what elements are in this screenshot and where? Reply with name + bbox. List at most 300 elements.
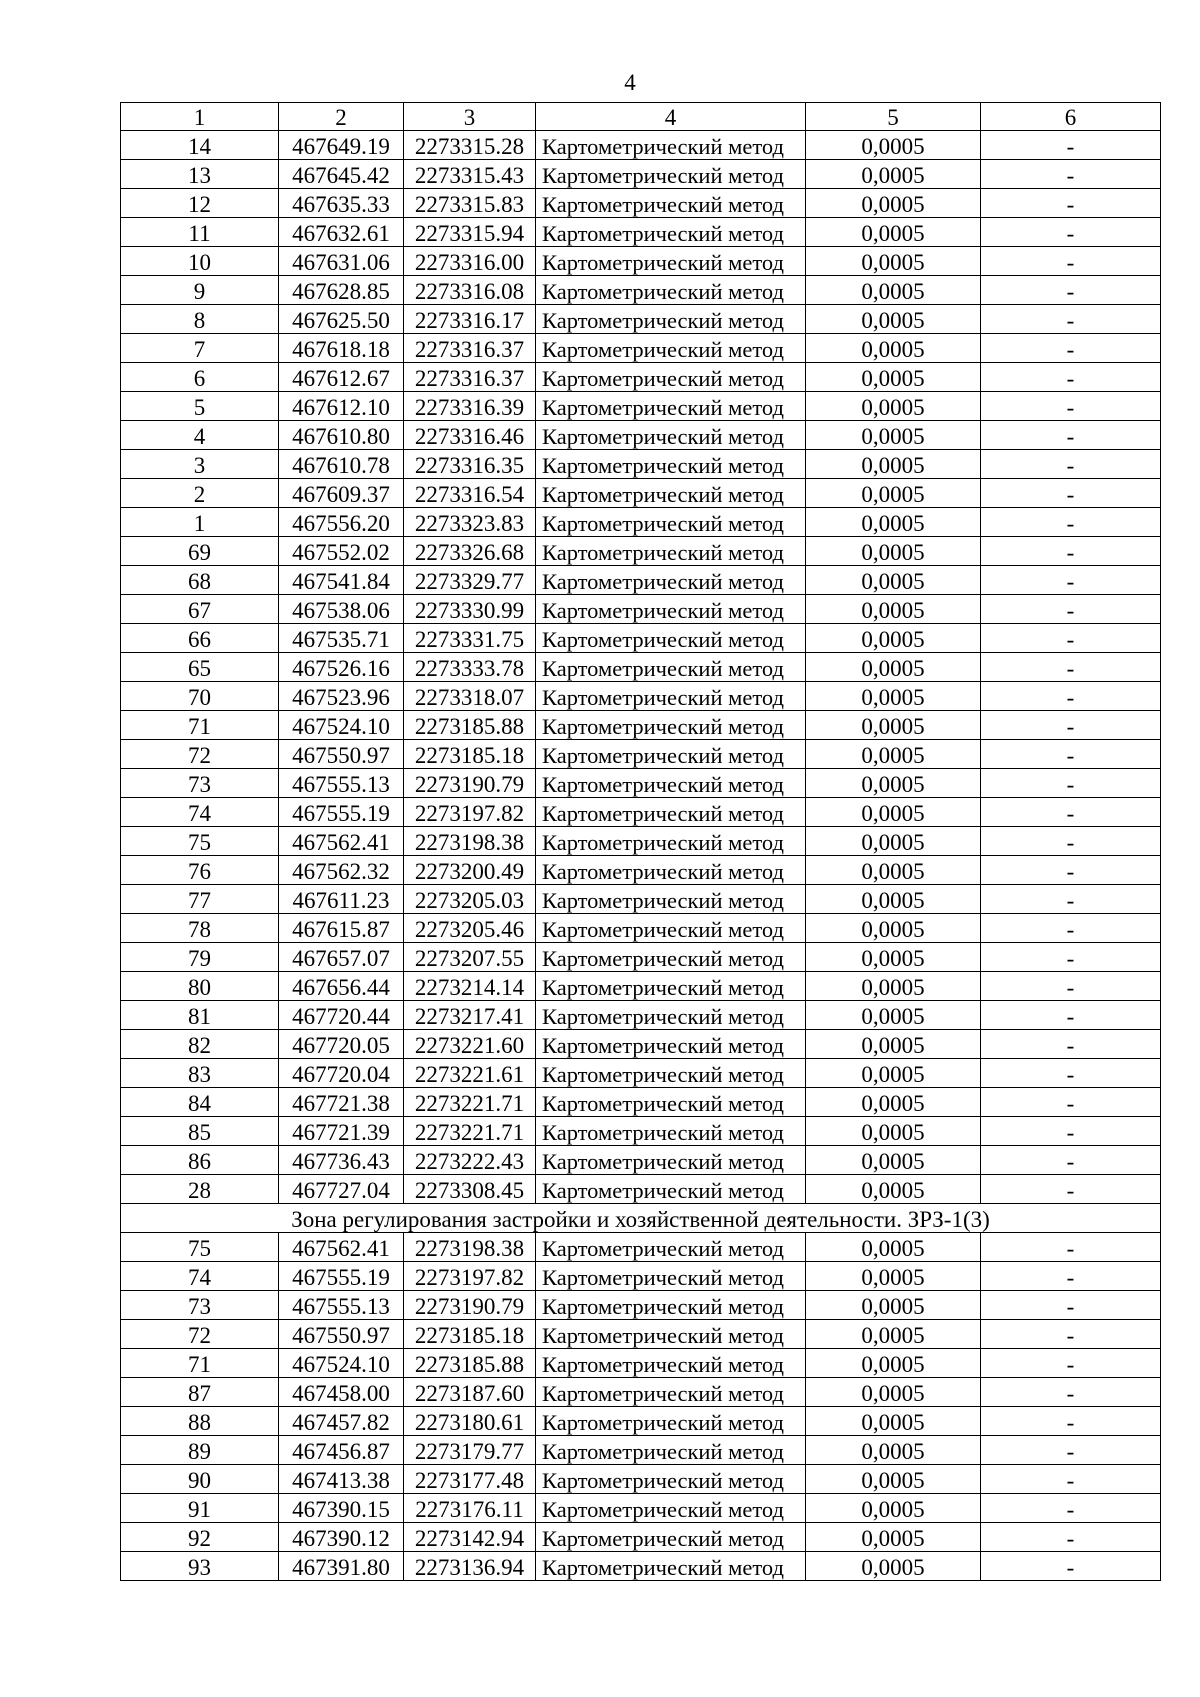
method-cell: Картометрический метод [536, 1320, 806, 1349]
point-number-cell: 87 [121, 1378, 279, 1407]
table-row [121, 189, 1161, 218]
table-row [121, 972, 1161, 1001]
accuracy-cell: 0,0005 [806, 1146, 981, 1175]
x-coordinate-cell: 467562.32 [279, 856, 404, 885]
accuracy-cell: 0,0005 [806, 1030, 981, 1059]
method-cell: Картометрический метод [536, 1552, 806, 1581]
x-coordinate-cell: 467625.50 [279, 305, 404, 334]
method-cell: Картометрический метод [536, 624, 806, 653]
method-cell: Картометрический метод [536, 682, 806, 711]
method-cell: Картометрический метод [536, 1465, 806, 1494]
method-cell: Картометрический метод [536, 189, 806, 218]
x-coordinate-cell: 467524.10 [279, 1349, 404, 1378]
point-number-cell: 9 [121, 276, 279, 305]
note-cell: - [981, 943, 1161, 972]
method-cell: Картометрический метод [536, 1001, 806, 1030]
x-coordinate-cell: 467413.38 [279, 1465, 404, 1494]
x-coordinate-cell: 467555.19 [279, 1262, 404, 1291]
table-row [121, 1552, 1161, 1581]
y-coordinate-cell: 2273316.54 [404, 479, 536, 508]
method-cell: Картометрический метод [536, 1494, 806, 1523]
accuracy-cell: 0,0005 [806, 972, 981, 1001]
x-coordinate-cell: 467721.38 [279, 1088, 404, 1117]
method-cell: Картометрический метод [536, 1059, 806, 1088]
method-cell: Картометрический метод [536, 769, 806, 798]
point-number-cell: 13 [121, 160, 279, 189]
note-cell: - [981, 160, 1161, 189]
accuracy-cell: 0,0005 [806, 682, 981, 711]
note-cell: - [981, 247, 1161, 276]
x-coordinate-cell: 467555.13 [279, 1291, 404, 1320]
point-number-cell: 90 [121, 1465, 279, 1494]
method-cell: Картометрический метод [536, 566, 806, 595]
accuracy-cell: 0,0005 [806, 1378, 981, 1407]
table-row [121, 1494, 1161, 1523]
note-cell: - [981, 1349, 1161, 1378]
accuracy-cell: 0,0005 [806, 537, 981, 566]
note-cell: - [981, 392, 1161, 421]
y-coordinate-cell: 2273326.68 [404, 537, 536, 566]
point-number-cell: 14 [121, 131, 279, 160]
y-coordinate-cell: 2273221.71 [404, 1117, 536, 1146]
note-cell: - [981, 1262, 1161, 1291]
method-cell: Картометрический метод [536, 740, 806, 769]
y-coordinate-cell: 2273214.14 [404, 972, 536, 1001]
note-cell: - [981, 1523, 1161, 1552]
x-coordinate-cell: 467523.96 [279, 682, 404, 711]
point-number-cell: 92 [121, 1523, 279, 1552]
method-cell: Картометрический метод [536, 1436, 806, 1465]
table-row [121, 363, 1161, 392]
note-cell: - [981, 566, 1161, 595]
table-row [121, 769, 1161, 798]
note-cell: - [981, 537, 1161, 566]
table-row [121, 682, 1161, 711]
method-cell: Картометрический метод [536, 305, 806, 334]
accuracy-cell: 0,0005 [806, 914, 981, 943]
table-row [121, 943, 1161, 972]
x-coordinate-cell: 467456.87 [279, 1436, 404, 1465]
point-number-cell: 28 [121, 1175, 279, 1204]
x-coordinate-cell: 467618.18 [279, 334, 404, 363]
note-cell: - [981, 711, 1161, 740]
y-coordinate-cell: 2273316.00 [404, 247, 536, 276]
y-coordinate-cell: 2273190.79 [404, 769, 536, 798]
y-coordinate-cell: 2273200.49 [404, 856, 536, 885]
x-coordinate-cell: 467611.23 [279, 885, 404, 914]
note-cell: - [981, 682, 1161, 711]
method-cell: Картометрический метод [536, 218, 806, 247]
method-cell: Картометрический метод [536, 1349, 806, 1378]
method-cell: Картометрический метод [536, 421, 806, 450]
point-number-cell: 8 [121, 305, 279, 334]
table-row [121, 1117, 1161, 1146]
accuracy-cell: 0,0005 [806, 1233, 981, 1262]
y-coordinate-cell: 2273333.78 [404, 653, 536, 682]
y-coordinate-cell: 2273217.41 [404, 1001, 536, 1030]
x-coordinate-cell: 467631.06 [279, 247, 404, 276]
accuracy-cell: 0,0005 [806, 566, 981, 595]
accuracy-cell: 0,0005 [806, 1320, 981, 1349]
method-cell: Картометрический метод [536, 1088, 806, 1117]
point-number-cell: 74 [121, 1262, 279, 1291]
note-cell: - [981, 798, 1161, 827]
y-coordinate-cell: 2273221.61 [404, 1059, 536, 1088]
x-coordinate-cell: 467390.12 [279, 1523, 404, 1552]
accuracy-cell: 0,0005 [806, 1088, 981, 1117]
method-cell: Картометрический метод [536, 1407, 806, 1436]
point-number-cell: 71 [121, 1349, 279, 1378]
y-coordinate-cell: 2273180.61 [404, 1407, 536, 1436]
column-header: 2 [279, 103, 404, 131]
accuracy-cell: 0,0005 [806, 1001, 981, 1030]
table-row [121, 1088, 1161, 1117]
accuracy-cell: 0,0005 [806, 943, 981, 972]
note-cell: - [981, 885, 1161, 914]
x-coordinate-cell: 467552.02 [279, 537, 404, 566]
x-coordinate-cell: 467609.37 [279, 479, 404, 508]
point-number-cell: 67 [121, 595, 279, 624]
y-coordinate-cell: 2273185.88 [404, 711, 536, 740]
y-coordinate-cell: 2273176.11 [404, 1494, 536, 1523]
table-row [121, 1233, 1161, 1262]
x-coordinate-cell: 467657.07 [279, 943, 404, 972]
note-cell: - [981, 1291, 1161, 1320]
x-coordinate-cell: 467720.04 [279, 1059, 404, 1088]
table-row [121, 740, 1161, 769]
table-row [121, 1523, 1161, 1552]
method-cell: Картометрический метод [536, 1523, 806, 1552]
note-cell: - [981, 827, 1161, 856]
note-cell: - [981, 305, 1161, 334]
column-header: 5 [806, 103, 981, 131]
method-cell: Картометрический метод [536, 595, 806, 624]
point-number-cell: 73 [121, 1291, 279, 1320]
note-cell: - [981, 856, 1161, 885]
accuracy-cell: 0,0005 [806, 334, 981, 363]
x-coordinate-cell: 467610.80 [279, 421, 404, 450]
method-cell: Картометрический метод [536, 798, 806, 827]
table-row [121, 1030, 1161, 1059]
table-row [121, 247, 1161, 276]
table-row [121, 1465, 1161, 1494]
note-cell: - [981, 479, 1161, 508]
table-row [121, 885, 1161, 914]
accuracy-cell: 0,0005 [806, 363, 981, 392]
x-coordinate-cell: 467649.19 [279, 131, 404, 160]
x-coordinate-cell: 467457.82 [279, 1407, 404, 1436]
x-coordinate-cell: 467720.44 [279, 1001, 404, 1030]
note-cell: - [981, 421, 1161, 450]
accuracy-cell: 0,0005 [806, 827, 981, 856]
accuracy-cell: 0,0005 [806, 653, 981, 682]
note-cell: - [981, 1378, 1161, 1407]
point-number-cell: 3 [121, 450, 279, 479]
accuracy-cell: 0,0005 [806, 1523, 981, 1552]
note-cell: - [981, 1001, 1161, 1030]
accuracy-cell: 0,0005 [806, 276, 981, 305]
point-number-cell: 89 [121, 1436, 279, 1465]
table-row [121, 1436, 1161, 1465]
y-coordinate-cell: 2273323.83 [404, 508, 536, 537]
point-number-cell: 68 [121, 566, 279, 595]
point-number-cell: 86 [121, 1146, 279, 1175]
method-cell: Картометрический метод [536, 827, 806, 856]
x-coordinate-cell: 467562.41 [279, 827, 404, 856]
accuracy-cell: 0,0005 [806, 1291, 981, 1320]
coordinates-table-body [121, 103, 1161, 1581]
y-coordinate-cell: 2273205.03 [404, 885, 536, 914]
page-number: 4 [624, 70, 636, 95]
y-coordinate-cell: 2273179.77 [404, 1436, 536, 1465]
point-number-cell: 5 [121, 392, 279, 421]
table-row [121, 1175, 1161, 1204]
point-number-cell: 83 [121, 1059, 279, 1088]
column-header: 3 [404, 103, 536, 131]
y-coordinate-cell: 2273316.37 [404, 363, 536, 392]
point-number-cell: 1 [121, 508, 279, 537]
point-number-cell: 11 [121, 218, 279, 247]
note-cell: - [981, 1494, 1161, 1523]
x-coordinate-cell: 467526.16 [279, 653, 404, 682]
x-coordinate-cell: 467538.06 [279, 595, 404, 624]
y-coordinate-cell: 2273315.43 [404, 160, 536, 189]
accuracy-cell: 0,0005 [806, 1436, 981, 1465]
accuracy-cell: 0,0005 [806, 160, 981, 189]
point-number-cell: 93 [121, 1552, 279, 1581]
y-coordinate-cell: 2273197.82 [404, 1262, 536, 1291]
accuracy-cell: 0,0005 [806, 624, 981, 653]
table-row [121, 1059, 1161, 1088]
column-header: 6 [981, 103, 1161, 131]
accuracy-cell: 0,0005 [806, 189, 981, 218]
note-cell: - [981, 334, 1161, 363]
x-coordinate-cell: 467612.67 [279, 363, 404, 392]
y-coordinate-cell: 2273318.07 [404, 682, 536, 711]
point-number-cell: 74 [121, 798, 279, 827]
point-number-cell: 75 [121, 1233, 279, 1262]
table-header-row [121, 103, 1161, 131]
x-coordinate-cell: 467524.10 [279, 711, 404, 740]
method-cell: Картометрический метод [536, 450, 806, 479]
table-row [121, 624, 1161, 653]
accuracy-cell: 0,0005 [806, 305, 981, 334]
y-coordinate-cell: 2273136.94 [404, 1552, 536, 1581]
accuracy-cell: 0,0005 [806, 711, 981, 740]
point-number-cell: 84 [121, 1088, 279, 1117]
accuracy-cell: 0,0005 [806, 218, 981, 247]
note-cell: - [981, 1320, 1161, 1349]
accuracy-cell: 0,0005 [806, 1494, 981, 1523]
accuracy-cell: 0,0005 [806, 479, 981, 508]
method-cell: Картометрический метод [536, 334, 806, 363]
accuracy-cell: 0,0005 [806, 1349, 981, 1378]
point-number-cell: 85 [121, 1117, 279, 1146]
point-number-cell: 91 [121, 1494, 279, 1523]
point-number-cell: 80 [121, 972, 279, 1001]
x-coordinate-cell: 467458.00 [279, 1378, 404, 1407]
y-coordinate-cell: 2273207.55 [404, 943, 536, 972]
accuracy-cell: 0,0005 [806, 392, 981, 421]
point-number-cell: 82 [121, 1030, 279, 1059]
table-row [121, 131, 1161, 160]
x-coordinate-cell: 467656.44 [279, 972, 404, 1001]
accuracy-cell: 0,0005 [806, 740, 981, 769]
x-coordinate-cell: 467736.43 [279, 1146, 404, 1175]
x-coordinate-cell: 467727.04 [279, 1175, 404, 1204]
point-number-cell: 65 [121, 653, 279, 682]
x-coordinate-cell: 467555.13 [279, 769, 404, 798]
y-coordinate-cell: 2273198.38 [404, 827, 536, 856]
table-row [121, 479, 1161, 508]
coordinates-table [120, 102, 1161, 1581]
table-row [121, 1320, 1161, 1349]
table-row [121, 334, 1161, 363]
table-row [121, 1262, 1161, 1291]
x-coordinate-cell: 467390.15 [279, 1494, 404, 1523]
accuracy-cell: 0,0005 [806, 1465, 981, 1494]
method-cell: Картометрический метод [536, 885, 806, 914]
table-row [121, 827, 1161, 856]
point-number-cell: 76 [121, 856, 279, 885]
method-cell: Картометрический метод [536, 856, 806, 885]
y-coordinate-cell: 2273205.46 [404, 914, 536, 943]
point-number-cell: 75 [121, 827, 279, 856]
table-row [121, 421, 1161, 450]
method-cell: Картометрический метод [536, 479, 806, 508]
note-cell: - [981, 595, 1161, 624]
point-number-cell: 70 [121, 682, 279, 711]
accuracy-cell: 0,0005 [806, 1059, 981, 1088]
table-row [121, 1146, 1161, 1175]
note-cell: - [981, 972, 1161, 1001]
accuracy-cell: 0,0005 [806, 421, 981, 450]
method-cell: Картометрический метод [536, 943, 806, 972]
accuracy-cell: 0,0005 [806, 769, 981, 798]
accuracy-cell: 0,0005 [806, 450, 981, 479]
method-cell: Картометрический метод [536, 1175, 806, 1204]
y-coordinate-cell: 2273221.60 [404, 1030, 536, 1059]
method-cell: Картометрический метод [536, 160, 806, 189]
note-cell: - [981, 624, 1161, 653]
x-coordinate-cell: 467721.39 [279, 1117, 404, 1146]
column-header: 4 [536, 103, 806, 131]
y-coordinate-cell: 2273316.17 [404, 305, 536, 334]
y-coordinate-cell: 2273308.45 [404, 1175, 536, 1204]
x-coordinate-cell: 467612.10 [279, 392, 404, 421]
y-coordinate-cell: 2273221.71 [404, 1088, 536, 1117]
note-cell: - [981, 1030, 1161, 1059]
method-cell: Картометрический метод [536, 508, 806, 537]
accuracy-cell: 0,0005 [806, 1117, 981, 1146]
point-number-cell: 69 [121, 537, 279, 566]
method-cell: Картометрический метод [536, 653, 806, 682]
y-coordinate-cell: 2273316.37 [404, 334, 536, 363]
note-cell: - [981, 450, 1161, 479]
x-coordinate-cell: 467635.33 [279, 189, 404, 218]
point-number-cell: 73 [121, 769, 279, 798]
method-cell: Картометрический метод [536, 711, 806, 740]
x-coordinate-cell: 467610.78 [279, 450, 404, 479]
x-coordinate-cell: 467391.80 [279, 1552, 404, 1581]
point-number-cell: 10 [121, 247, 279, 276]
note-cell: - [981, 276, 1161, 305]
column-header: 1 [121, 103, 279, 131]
accuracy-cell: 0,0005 [806, 885, 981, 914]
note-cell: - [981, 218, 1161, 247]
y-coordinate-cell: 2273331.75 [404, 624, 536, 653]
method-cell: Картометрический метод [536, 1146, 806, 1175]
y-coordinate-cell: 2273198.38 [404, 1233, 536, 1262]
method-cell: Картометрический метод [536, 1291, 806, 1320]
point-number-cell: 72 [121, 740, 279, 769]
note-cell: - [981, 653, 1161, 682]
y-coordinate-cell: 2273315.94 [404, 218, 536, 247]
table-row [121, 305, 1161, 334]
note-cell: - [981, 131, 1161, 160]
y-coordinate-cell: 2273187.60 [404, 1378, 536, 1407]
accuracy-cell: 0,0005 [806, 1262, 981, 1291]
note-cell: - [981, 740, 1161, 769]
note-cell: - [981, 1146, 1161, 1175]
x-coordinate-cell: 467615.87 [279, 914, 404, 943]
table-row [121, 711, 1161, 740]
method-cell: Картометрический метод [536, 914, 806, 943]
table-row [121, 1291, 1161, 1320]
y-coordinate-cell: 2273197.82 [404, 798, 536, 827]
y-coordinate-cell: 2273329.77 [404, 566, 536, 595]
x-coordinate-cell: 467645.42 [279, 160, 404, 189]
table-row [121, 595, 1161, 624]
table-row [121, 914, 1161, 943]
x-coordinate-cell: 467632.61 [279, 218, 404, 247]
method-cell: Картометрический метод [536, 1117, 806, 1146]
x-coordinate-cell: 467550.97 [279, 740, 404, 769]
y-coordinate-cell: 2273316.08 [404, 276, 536, 305]
note-cell: - [981, 1059, 1161, 1088]
y-coordinate-cell: 2273185.18 [404, 740, 536, 769]
point-number-cell: 81 [121, 1001, 279, 1030]
table-row [121, 566, 1161, 595]
note-cell: - [981, 1175, 1161, 1204]
accuracy-cell: 0,0005 [806, 1552, 981, 1581]
x-coordinate-cell: 467555.19 [279, 798, 404, 827]
x-coordinate-cell: 467562.41 [279, 1233, 404, 1262]
x-coordinate-cell: 467720.05 [279, 1030, 404, 1059]
point-number-cell: 2 [121, 479, 279, 508]
point-number-cell: 79 [121, 943, 279, 972]
note-cell: - [981, 1552, 1161, 1581]
y-coordinate-cell: 2273222.43 [404, 1146, 536, 1175]
method-cell: Картометрический метод [536, 363, 806, 392]
note-cell: - [981, 1465, 1161, 1494]
accuracy-cell: 0,0005 [806, 508, 981, 537]
y-coordinate-cell: 2273316.46 [404, 421, 536, 450]
note-cell: - [981, 914, 1161, 943]
note-cell: - [981, 363, 1161, 392]
table-row [121, 537, 1161, 566]
table-row [121, 450, 1161, 479]
point-number-cell: 77 [121, 885, 279, 914]
point-number-cell: 12 [121, 189, 279, 218]
y-coordinate-cell: 2273177.48 [404, 1465, 536, 1494]
note-cell: - [981, 1233, 1161, 1262]
section-title: Зона регулирования застройки и хозяйственной деятельности. ЗРЗ-1(3) [121, 1204, 1161, 1233]
y-coordinate-cell: 2273185.18 [404, 1320, 536, 1349]
accuracy-cell: 0,0005 [806, 1175, 981, 1204]
method-cell: Картометрический метод [536, 131, 806, 160]
x-coordinate-cell: 467628.85 [279, 276, 404, 305]
